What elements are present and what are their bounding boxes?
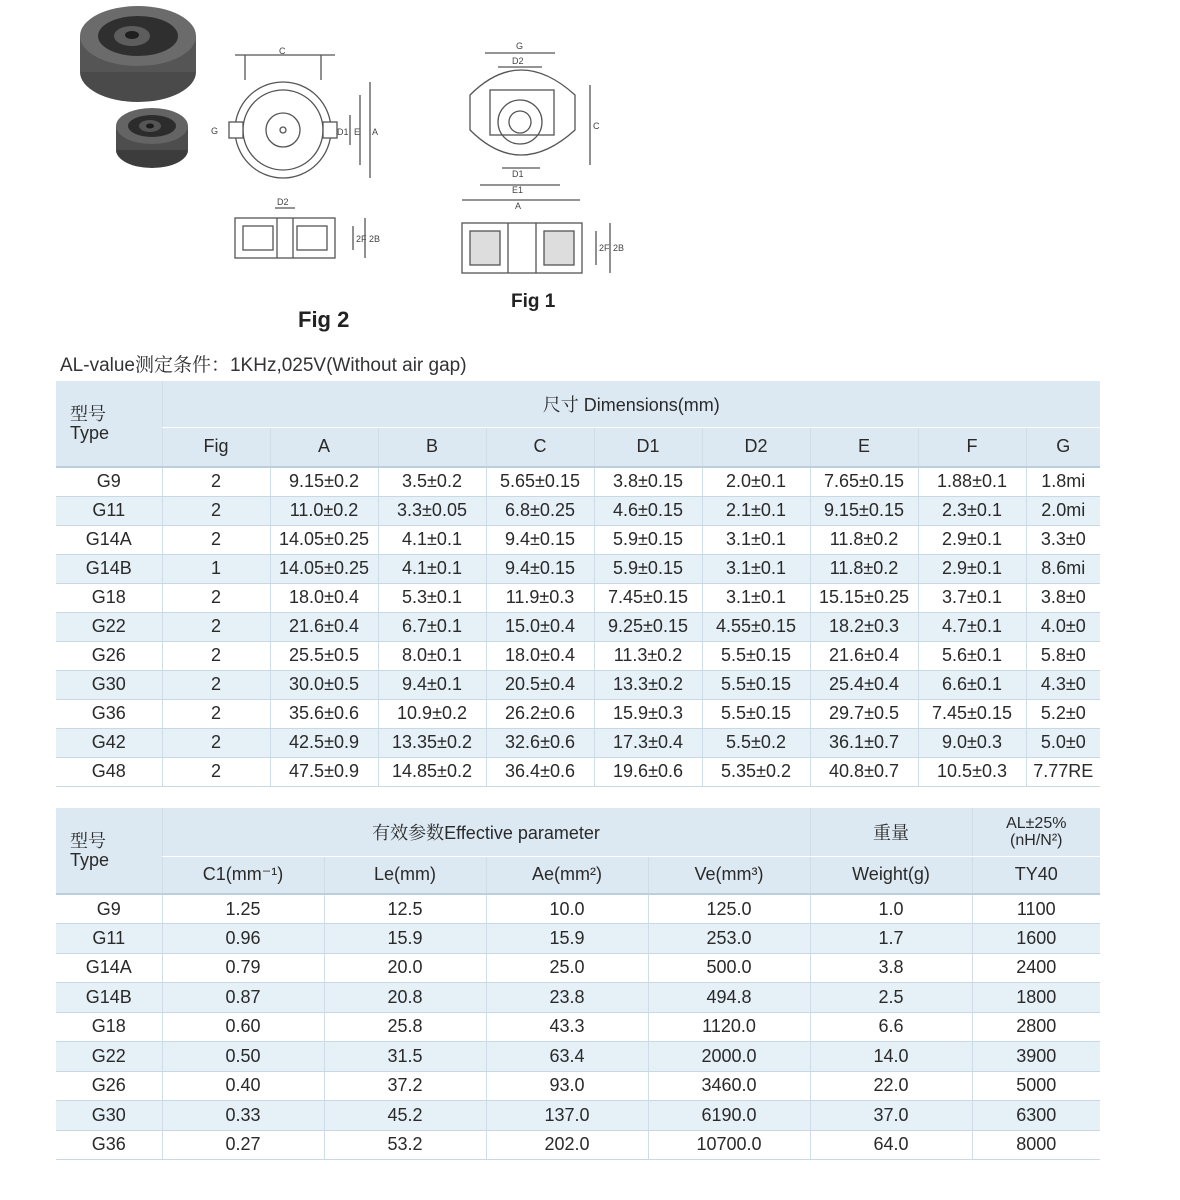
table-cell: 30.0±0.5 [270,670,378,699]
table-row [56,983,1100,1013]
table-cell: 1 [162,554,270,583]
table-cell: 5.5±0.15 [702,670,810,699]
table-row [56,1071,1100,1101]
table-cell: 2.1±0.1 [702,496,810,525]
table-cell: 0.87 [162,983,324,1013]
type-cell: G36 [56,699,162,728]
dim-label-d2: D2 [277,197,289,207]
dim-label-d1: D1 [337,127,349,137]
table-cell: 2000.0 [648,1042,810,1072]
table-cell: 494.8 [648,983,810,1013]
table-cell: 4.1±0.1 [378,554,486,583]
table-cell: 2.9±0.1 [918,554,1026,583]
dim-label-2f: 2F [356,234,367,244]
type-cell: G14B [56,554,162,583]
dim-label-g: G [211,126,219,136]
dim-label-2f-fig1: 2F [599,243,610,253]
type-cell: G9 [56,467,162,496]
table-cell: 37.0 [810,1101,972,1131]
dim-label-g-fig1: G [516,41,524,51]
type-cell: G36 [56,1130,162,1160]
table-cell: 32.6±0.6 [486,728,594,757]
table-row [56,467,1100,496]
table-cell: 35.6±0.6 [270,699,378,728]
table-cell: 4.6±0.15 [594,496,702,525]
table-cell: 137.0 [486,1101,648,1131]
table-row [56,757,1100,786]
table-cell: 11.8±0.2 [810,525,918,554]
dim-label-d2-fig1: D2 [512,56,524,66]
type-cell: G26 [56,641,162,670]
type-cell: G9 [56,894,162,924]
table-cell: 0.60 [162,1012,324,1042]
table-cell: 7.45±0.15 [594,583,702,612]
type-cell: G14B [56,983,162,1013]
table-row [56,1012,1100,1042]
table-cell: 2.5 [810,983,972,1013]
table-cell: 2 [162,641,270,670]
type-cell: G14A [56,525,162,554]
table-row [56,525,1100,554]
table-cell: 1.7 [810,924,972,954]
table-cell: 20.5±0.4 [486,670,594,699]
table-row [56,728,1100,757]
table-cell: 7.45±0.15 [918,699,1026,728]
table-cell: 5.5±0.15 [702,641,810,670]
table-cell: 4.0±0 [1026,612,1100,641]
dim-label-2b-fig1: 2B [613,243,625,253]
table-cell: 5.2±0 [1026,699,1100,728]
table-cell: 1800 [972,983,1100,1013]
type-cell: G30 [56,670,162,699]
dim-label-2b: 2B [369,234,381,244]
table-cell: 125.0 [648,894,810,924]
large-pot-core [80,6,196,102]
table-cell: 0.50 [162,1042,324,1072]
table-cell: 11.3±0.2 [594,641,702,670]
fig1-caption: Fig 1 [511,291,556,312]
table-cell: 500.0 [648,953,810,983]
table-cell: 6.6 [810,1012,972,1042]
table-cell: 12.5 [324,894,486,924]
effective-parameters-table [56,808,1100,1160]
table-cell: 8.6mi [1026,554,1100,583]
table-cell: 9.4±0.15 [486,554,594,583]
table-cell: 25.8 [324,1012,486,1042]
table-cell: 9.15±0.15 [810,496,918,525]
table2-column-header: Ae(mm²) [486,856,648,894]
table-cell: 3.8 [810,953,972,983]
table-row [56,612,1100,641]
table2-column-header: Le(mm) [324,856,486,894]
al-group-header [972,808,1100,856]
dim-label-e1-fig1: E1 [512,185,524,195]
dim-label-a: A [372,127,379,137]
table-cell: 8.0±0.1 [378,641,486,670]
table-cell: 3.7±0.1 [918,583,1026,612]
table-row [56,583,1100,612]
type-header-2 [56,808,162,894]
table1-column-header: C [486,427,594,467]
table-cell: 40.8±0.7 [810,757,918,786]
table-cell: 5000 [972,1071,1100,1101]
table-cell: 15.9±0.3 [594,699,702,728]
table-cell: 36.4±0.6 [486,757,594,786]
table-cell: 3.8±0.15 [594,467,702,496]
table-cell: 0.79 [162,953,324,983]
table-row [56,699,1100,728]
table-cell: 26.2±0.6 [486,699,594,728]
table-cell: 3.1±0.1 [702,583,810,612]
table-cell: 64.0 [810,1130,972,1160]
table-cell: 5.9±0.15 [594,554,702,583]
table-cell: 25.0 [486,953,648,983]
type-cell: G26 [56,1071,162,1101]
table-cell: 1.8mi [1026,467,1100,496]
table-cell: 31.5 [324,1042,486,1072]
table-cell: 0.40 [162,1071,324,1101]
dim-label-a-fig1: A [515,201,522,211]
type-header-cn: 型号 [70,403,106,424]
type-cell: G18 [56,583,162,612]
table-row [56,554,1100,583]
table-cell: 47.5±0.9 [270,757,378,786]
dimensions-column-headers [56,427,1100,467]
table1-column-header: E [810,427,918,467]
type-cell: G11 [56,924,162,954]
table-cell: 3900 [972,1042,1100,1072]
table-cell: 18.0±0.4 [270,583,378,612]
table-cell: 9.0±0.3 [918,728,1026,757]
al-header-line2: (nH/N²) [1010,831,1063,849]
table-cell: 36.1±0.7 [810,728,918,757]
table-cell: 1120.0 [648,1012,810,1042]
table-cell: 13.35±0.2 [378,728,486,757]
type-cell: G48 [56,757,162,786]
table-cell: 29.7±0.5 [810,699,918,728]
table-cell: 3.5±0.2 [378,467,486,496]
table-cell: 8000 [972,1130,1100,1160]
table-cell: 45.2 [324,1101,486,1131]
dim-label-c-fig1: C [593,121,600,131]
table-row [56,1130,1100,1160]
weight-group-header: 重量 [810,808,972,856]
table-cell: 14.05±0.25 [270,525,378,554]
table-cell: 63.4 [486,1042,648,1072]
table-cell: 7.65±0.15 [810,467,918,496]
table-cell: 9.4±0.1 [378,670,486,699]
table-cell: 1600 [972,924,1100,954]
table-row [56,1101,1100,1131]
table-cell: 2.0±0.1 [702,467,810,496]
table-cell: 0.96 [162,924,324,954]
type-header-en: Type [70,422,110,443]
type-header [56,381,162,467]
table-cell: 2 [162,670,270,699]
table-row [56,670,1100,699]
table-cell: 7.77RE [1026,757,1100,786]
type-cell: G18 [56,1012,162,1042]
type-header-2-cn: 型号 [70,830,106,851]
table-cell: 14.85±0.2 [378,757,486,786]
table1-column-header: G [1026,427,1100,467]
table-cell: 3.3±0 [1026,525,1100,554]
table-cell: 21.6±0.4 [270,612,378,641]
table-cell: 3.3±0.05 [378,496,486,525]
table-cell: 2.0mi [1026,496,1100,525]
table-cell: 2 [162,525,270,554]
type-cell: G11 [56,496,162,525]
dim-label-d1-fig1: D1 [512,169,524,179]
table-cell: 202.0 [486,1130,648,1160]
pot-core-photo [70,0,210,185]
al-test-condition: AL-value测定条件：1KHz,025V(Without air gap) [60,355,467,376]
table-cell: 2.3±0.1 [918,496,1026,525]
table-cell: 25.4±0.4 [810,670,918,699]
table-cell: 37.2 [324,1071,486,1101]
table-cell: 3460.0 [648,1071,810,1101]
table-cell: 17.3±0.4 [594,728,702,757]
dim-label-e: E [354,127,361,137]
table-cell: 22.0 [810,1071,972,1101]
table-cell: 15.9 [486,924,648,954]
table-cell: 20.8 [324,983,486,1013]
table-cell: 5.8±0 [1026,641,1100,670]
table-cell: 6190.0 [648,1101,810,1131]
table-cell: 18.2±0.3 [810,612,918,641]
table-cell: 93.0 [486,1071,648,1101]
table1-column-header: Fig [162,427,270,467]
table-cell: 3.1±0.1 [702,525,810,554]
table1-column-header: D2 [702,427,810,467]
table-cell: 4.55±0.15 [702,612,810,641]
small-pot-core [116,108,188,168]
table-cell: 0.27 [162,1130,324,1160]
table-cell: 2400 [972,953,1100,983]
table-cell: 15.0±0.4 [486,612,594,641]
table-cell: 253.0 [648,924,810,954]
table-cell: 6.7±0.1 [378,612,486,641]
table-cell: 10.0 [486,894,648,924]
table-cell: 5.9±0.15 [594,525,702,554]
table-cell: 5.5±0.2 [702,728,810,757]
table-cell: 11.9±0.3 [486,583,594,612]
table-cell: 5.0±0 [1026,728,1100,757]
type-cell: G22 [56,1042,162,1072]
table-cell: 9.25±0.15 [594,612,702,641]
table-cell: 25.5±0.5 [270,641,378,670]
table1-column-header: D1 [594,427,702,467]
table-cell: 2 [162,612,270,641]
al-header-line1: AL±25% [1006,814,1067,832]
table-cell: 2 [162,728,270,757]
table-cell: 2 [162,496,270,525]
table-cell: 1.88±0.1 [918,467,1026,496]
table-cell: 4.7±0.1 [918,612,1026,641]
dimensions-table [56,381,1100,787]
table-cell: 10.9±0.2 [378,699,486,728]
table-cell: 2 [162,467,270,496]
table2-column-header: C1(mm⁻¹) [162,856,324,894]
table-cell: 3.1±0.1 [702,554,810,583]
fig2-caption: Fig 2 [298,307,350,332]
table-cell: 3.8±0 [1026,583,1100,612]
table-cell: 5.3±0.1 [378,583,486,612]
effective-parameter-column-headers [56,856,1100,894]
table-cell: 10700.0 [648,1130,810,1160]
table-cell: 0.33 [162,1101,324,1131]
table-cell: 18.0±0.4 [486,641,594,670]
table-cell: 15.15±0.25 [810,583,918,612]
table-cell: 14.05±0.25 [270,554,378,583]
table-cell: 4.3±0 [1026,670,1100,699]
type-cell: G14A [56,953,162,983]
table-cell: 19.6±0.6 [594,757,702,786]
table-row [56,496,1100,525]
fig1-drawing [450,35,640,285]
table1-column-header: F [918,427,1026,467]
table-cell: 13.3±0.2 [594,670,702,699]
table-cell: 15.9 [324,924,486,954]
table-cell: 5.5±0.15 [702,699,810,728]
table1-column-header: A [270,427,378,467]
table-cell: 21.6±0.4 [810,641,918,670]
table-cell: 53.2 [324,1130,486,1160]
table-cell: 9.15±0.2 [270,467,378,496]
table-cell: 5.65±0.15 [486,467,594,496]
table-cell: 43.3 [486,1012,648,1042]
table-cell: 1.25 [162,894,324,924]
table-cell: 10.5±0.3 [918,757,1026,786]
type-cell: G22 [56,612,162,641]
table-cell: 4.1±0.1 [378,525,486,554]
table-cell: 6.6±0.1 [918,670,1026,699]
table-row [56,641,1100,670]
table-row [56,894,1100,924]
table-cell: 23.8 [486,983,648,1013]
table-cell: 2.9±0.1 [918,525,1026,554]
table-cell: 1.0 [810,894,972,924]
table-row [56,924,1100,954]
table-cell: 11.0±0.2 [270,496,378,525]
table-cell: 14.0 [810,1042,972,1072]
table-row [56,953,1100,983]
table-cell: 2 [162,583,270,612]
table1-column-header: B [378,427,486,467]
type-header-2-en: Type [70,849,110,870]
fig2-drawing [205,45,405,295]
table-cell: 11.8±0.2 [810,554,918,583]
table-cell: 20.0 [324,953,486,983]
table2-column-header: TY40 [972,856,1100,894]
table2-column-header: Ve(mm³) [648,856,810,894]
table-cell: 9.4±0.15 [486,525,594,554]
type-cell: G30 [56,1101,162,1131]
table-cell: 42.5±0.9 [270,728,378,757]
table-cell: 2 [162,757,270,786]
table-cell: 2 [162,699,270,728]
table-row [56,1042,1100,1072]
table-cell: 2800 [972,1012,1100,1042]
type-cell: G42 [56,728,162,757]
table-cell: 6.8±0.25 [486,496,594,525]
table-cell: 1100 [972,894,1100,924]
table-cell: 5.35±0.2 [702,757,810,786]
effective-parameter-group-header: 有效参数Effective parameter [162,808,810,856]
table-cell: 6300 [972,1101,1100,1131]
table-cell: 5.6±0.1 [918,641,1026,670]
dim-label-c: C [279,46,286,56]
table2-column-header: Weight(g) [810,856,972,894]
dimensions-group-header: 尺寸 Dimensions(mm) [162,381,1100,427]
